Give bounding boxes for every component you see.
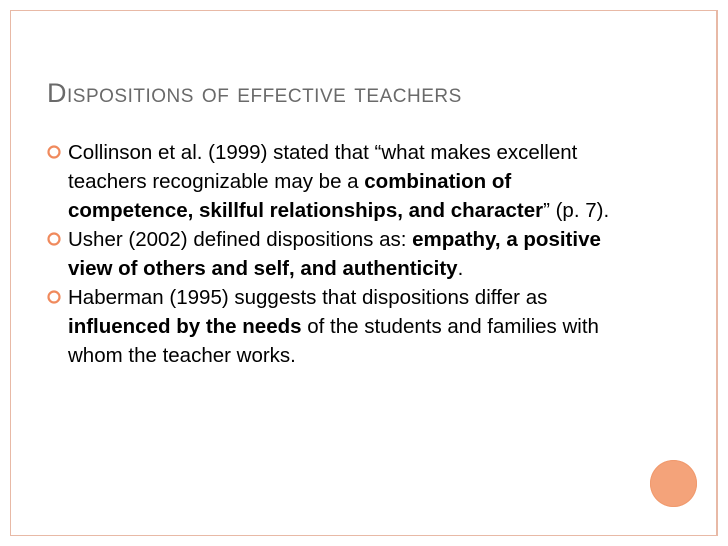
bullet-text: Haberman (1995) suggests that dispositions differ as xyxy=(68,286,548,309)
slide-border-edge xyxy=(717,10,718,536)
bullet-item xyxy=(47,138,627,225)
decorative-circle xyxy=(650,460,697,507)
slide-title: Dispositions of effective teachers xyxy=(47,78,462,108)
bullet-item xyxy=(47,283,627,370)
bullet-text: . xyxy=(457,257,464,280)
bullet-text: ” (p. 7). xyxy=(543,199,610,222)
bullet-list xyxy=(47,138,627,370)
bullet-emphasis: empathy, a positive view of others and self, and authenticity xyxy=(68,228,601,280)
bullet-item xyxy=(47,225,627,283)
circle-outline-icon xyxy=(47,145,61,159)
bullet-text: Collinson et al. (1999) stated that “what makes excellent teachers recognizable may be a xyxy=(68,141,578,193)
circle-outline-icon xyxy=(47,290,61,304)
bullet-text: of the students and families with whom the teacher works. xyxy=(68,315,599,367)
bullet-emphasis: combination of competence, skillful relationships, and character xyxy=(68,170,544,222)
circle-outline-icon xyxy=(47,232,61,246)
bullet-text: Usher (2002) defined dispositions as: xyxy=(68,228,413,251)
bullet-emphasis: influenced by the needs xyxy=(68,315,302,338)
